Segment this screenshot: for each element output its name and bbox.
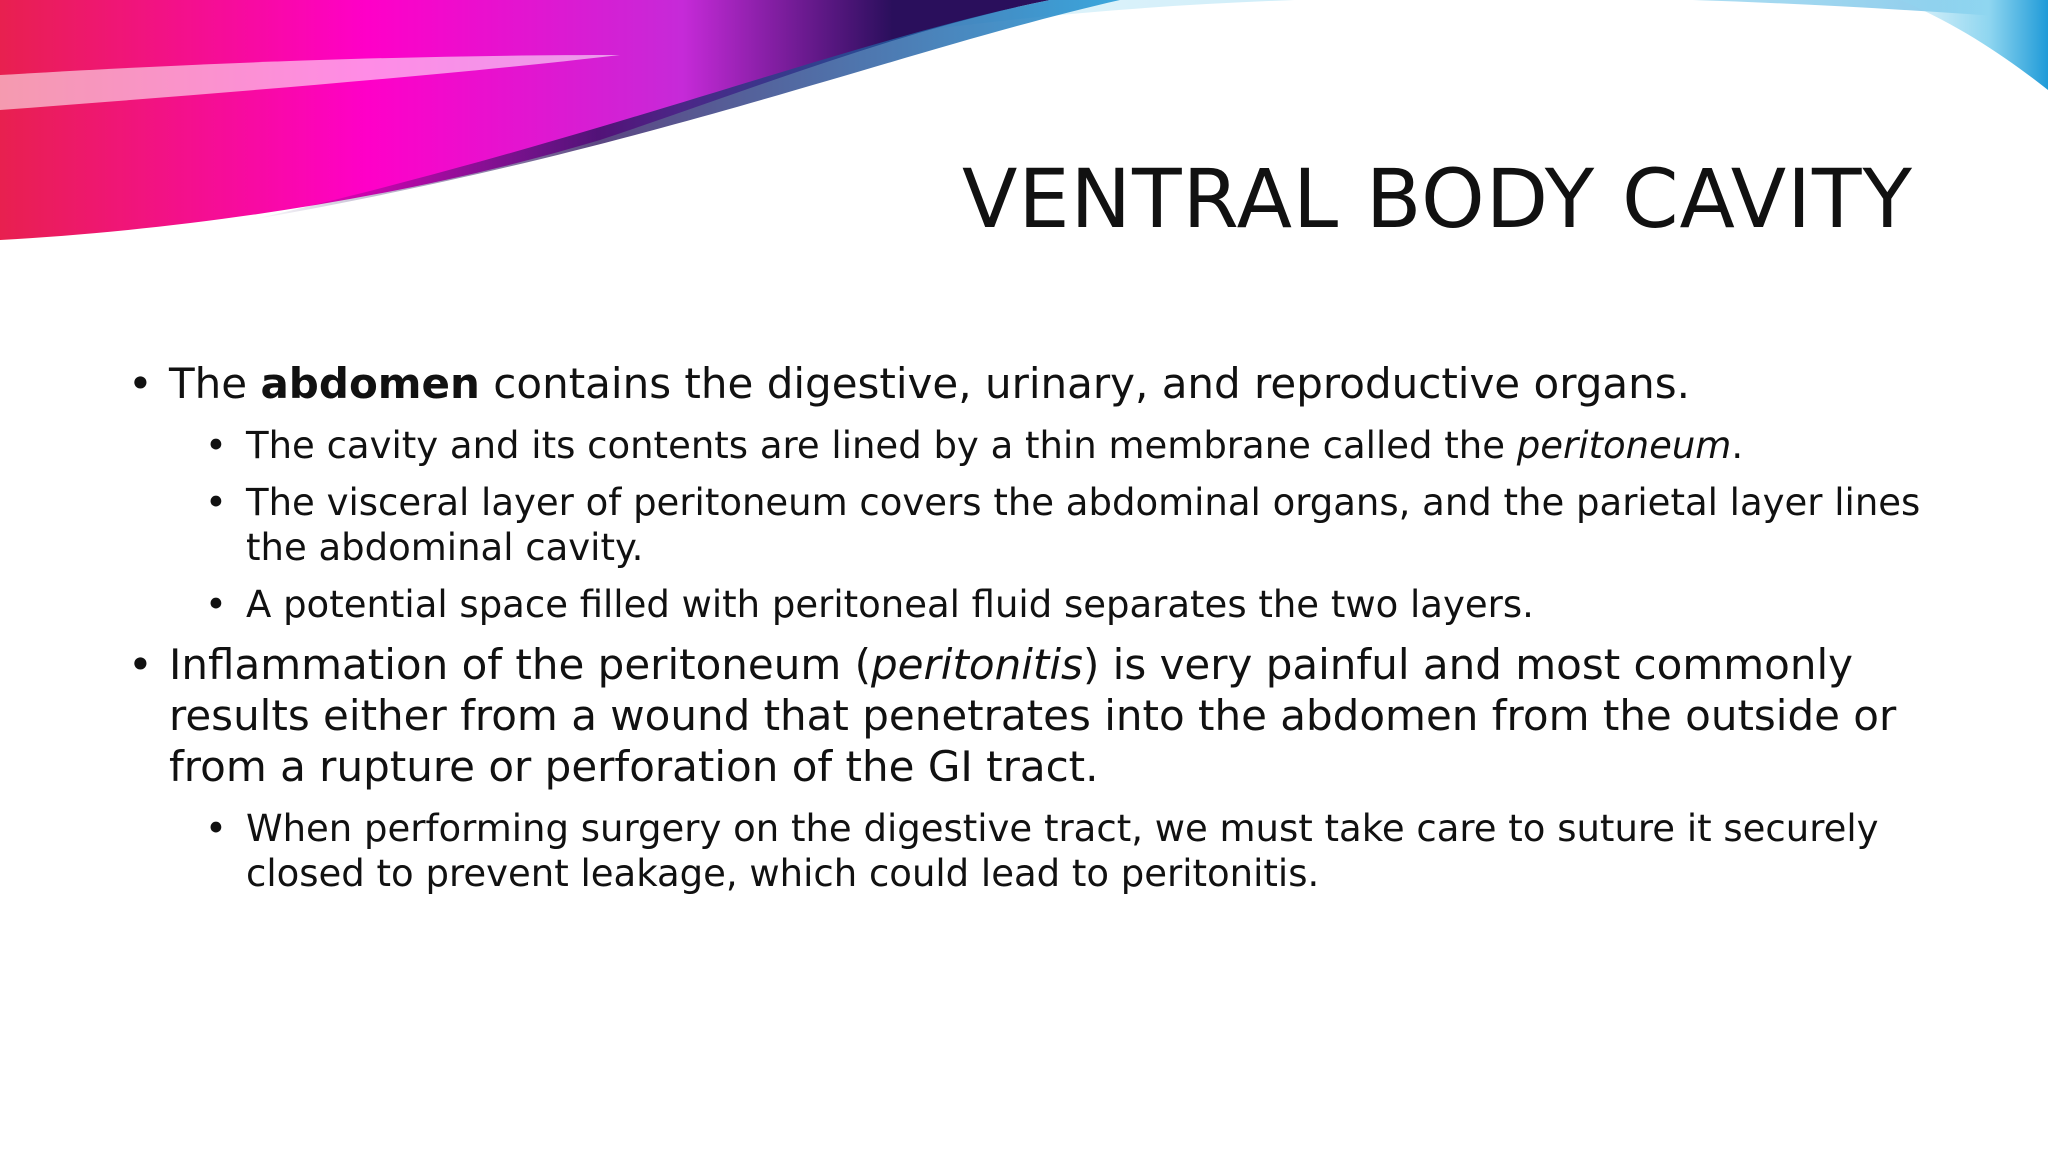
bullet-text: The abdomen contains the digestive, urinary, and reproductive organs.	[169, 359, 1690, 408]
slide-title: VENTRAL BODY CAVITY	[961, 153, 1913, 247]
italic-term: peritonitis	[871, 640, 1083, 689]
bullet-dot-icon: •	[128, 359, 153, 408]
slide-body	[128, 358, 1928, 908]
bullet-item-level2	[205, 423, 1928, 468]
bullet-dot-icon: •	[205, 481, 227, 524]
bullet-item-level2	[205, 582, 1928, 627]
bullet-item-level2	[205, 806, 1928, 896]
bullet-dot-icon: •	[205, 424, 227, 467]
bullet-text: The visceral layer of peritoneum covers the abdominal organs, and the parietal layer lines the abdominal cavity.	[246, 481, 1921, 569]
bullet-item-level1	[128, 358, 1928, 409]
swoosh-blue-right	[1900, 0, 2048, 90]
bullet-dot-icon: •	[205, 583, 227, 626]
italic-term: peritoneum	[1516, 424, 1732, 467]
bullet-dot-icon: •	[128, 640, 153, 689]
bullet-text: Inflammation of the peritoneum (peritonitis) is very painful and most commonly results either from a wound that penetrates into the abdomen from the outside or from a rupture or perforation of the GI tract.	[169, 640, 1897, 791]
bullet-text: The cavity and its contents are lined by a thin membrane called the peritoneum.	[246, 424, 1744, 467]
bold-term: abdomen	[260, 359, 480, 408]
bullet-text: When performing surgery on the digestive tract, we must take care to suture it securely closed to prevent leakage, which could lead to peritonitis.	[246, 807, 1879, 895]
bullet-dot-icon: •	[205, 807, 227, 850]
bullet-item-level2	[205, 480, 1928, 570]
bullet-item-level1	[128, 639, 1928, 792]
swoosh-magenta-band	[0, 0, 1050, 240]
decorative-swoosh-banner	[0, 0, 2048, 300]
bullet-text: A potential space filled with peritoneal fluid separates the two layers.	[246, 583, 1534, 626]
